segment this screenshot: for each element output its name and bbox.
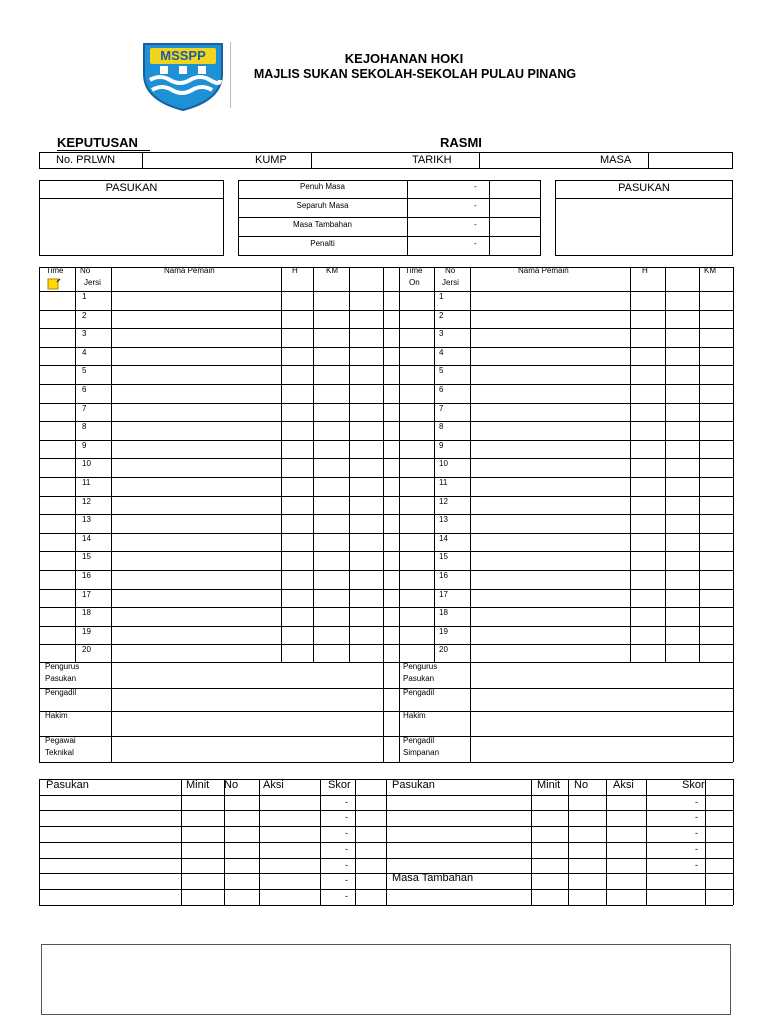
rule-line [39, 644, 733, 645]
rule-line [630, 267, 631, 662]
goals-right-pasukan-header: Pasukan [392, 779, 435, 791]
jersey-number-left: 15 [82, 552, 91, 561]
jersey-number-left: 14 [82, 534, 91, 543]
jersey-number-right: 1 [439, 292, 444, 301]
rule-line [313, 267, 314, 662]
page-title: KEJOHANAN HOKI [344, 51, 464, 66]
goals-left-minit-header: Minit [186, 779, 210, 791]
rule-line [355, 779, 356, 905]
official-label-right-line2: Pasukan [403, 674, 435, 683]
score-dash-right: - [695, 860, 698, 870]
jersey-number-left: 3 [82, 329, 87, 338]
jersey-number-right: 4 [439, 348, 444, 357]
rule-line [39, 291, 733, 292]
rule-line [383, 662, 384, 762]
rule-line [39, 496, 733, 497]
rule-line [39, 570, 733, 571]
tarikh-label: TARIKH [412, 154, 452, 166]
rule-line [39, 736, 733, 737]
left-km-header: KM [326, 266, 338, 275]
left-nama-header: Nama Pemain [164, 266, 215, 275]
rule-line [39, 421, 733, 422]
official-label-left: Pengadil [45, 688, 77, 697]
right-h-header: H [642, 266, 648, 275]
rule-line [470, 267, 471, 662]
rule-line [39, 711, 733, 712]
official-label-right: Pengurus [403, 662, 438, 671]
rule-line [383, 267, 384, 662]
right-nama-header: Nama Pemain [518, 266, 569, 275]
rule-line [39, 403, 733, 404]
rule-line [39, 626, 733, 627]
official-label-left-line2: Teknikal [45, 748, 74, 757]
jersey-number-left: 20 [82, 645, 91, 654]
official-label-right-line2: Simpanan [403, 748, 440, 757]
jersey-number-left: 8 [82, 422, 87, 431]
right-no-header: No [445, 266, 456, 275]
team-right-label: PASUKAN [618, 182, 670, 194]
jersey-number-right: 18 [439, 608, 448, 617]
pencil-icon [47, 277, 61, 289]
jersey-number-right: 3 [439, 329, 444, 338]
result-row-label: Penuh Masa [300, 182, 345, 191]
official-label-left: Pengurus [45, 662, 80, 671]
jersey-number-left: 4 [82, 348, 87, 357]
rule-line [39, 662, 40, 762]
score-dash-left: - [345, 812, 348, 822]
jersey-number-left: 1 [82, 292, 87, 301]
rule-line [224, 779, 225, 905]
rule-line [606, 779, 607, 905]
official-label-left: Hakim [45, 711, 68, 720]
rule-line [75, 267, 76, 662]
result-row-separator: - [474, 239, 477, 248]
jersey-number-right: 20 [439, 645, 448, 654]
score-dash-left: - [345, 860, 348, 870]
jersey-number-left: 16 [82, 571, 91, 580]
keputusan-underline [57, 150, 150, 151]
jersey-number-left: 18 [82, 608, 91, 617]
rule-line [705, 779, 706, 905]
right-on-header: On [409, 278, 420, 287]
jersey-number-left: 9 [82, 441, 87, 450]
jersey-number-right: 11 [439, 478, 448, 487]
rule-line [39, 905, 733, 906]
score-dash-left: - [345, 828, 348, 838]
goals-right-no-header: No [574, 779, 589, 791]
official-label-left: Pegawai [45, 736, 76, 745]
rule-line [531, 779, 532, 905]
jersey-number-left: 13 [82, 515, 91, 524]
rule-line [39, 477, 733, 478]
rule-line [39, 607, 733, 608]
result-row-separator: - [474, 201, 477, 210]
team-left-label: PASUKAN [105, 182, 158, 194]
goals-right-aksi-header: Aksi [613, 779, 634, 791]
rule-line [39, 662, 733, 663]
rule-line [646, 779, 647, 905]
result-row-label: Masa Tambahan [293, 220, 352, 229]
keputusan-label: KEPUTUSAN [57, 135, 138, 150]
rule-line [39, 533, 733, 534]
rule-line [259, 779, 260, 905]
jersey-number-right: 7 [439, 404, 444, 413]
result-row-separator: - [474, 182, 477, 191]
rule-line [39, 267, 733, 268]
jersey-number-right: 10 [439, 459, 448, 468]
goals-left-aksi-header: Aksi [263, 779, 284, 791]
jersey-number-right: 6 [439, 385, 444, 394]
rule-line [39, 440, 733, 441]
goals-right-minit-header: Minit [537, 779, 561, 791]
goals-right-skor-header: Skor [682, 779, 705, 791]
jersey-number-left: 5 [82, 366, 87, 375]
jersey-number-left: 11 [82, 478, 91, 487]
score-dash-left: - [345, 844, 348, 854]
logo-text: MSSPP [160, 48, 206, 63]
rasmi-label: RASMI [440, 135, 482, 150]
rule-line [568, 779, 569, 905]
masa-tambahan-label: Masa Tambahan [392, 872, 474, 884]
jersey-number-left: 7 [82, 404, 87, 413]
rule-line [39, 328, 733, 329]
score-dash-right: - [695, 828, 698, 838]
score-dash-right: - [695, 812, 698, 822]
rule-line [39, 762, 733, 763]
rule-line [349, 267, 350, 662]
rule-line [39, 310, 733, 311]
rule-line [181, 779, 182, 905]
left-jersi-header: Jersi [84, 278, 101, 287]
jersey-number-left: 19 [82, 627, 91, 636]
jersey-number-right: 17 [439, 590, 448, 599]
rule-line [39, 514, 733, 515]
rule-line [699, 267, 700, 662]
jersey-number-left: 10 [82, 459, 91, 468]
rule-line [434, 267, 435, 662]
result-row-separator: - [474, 220, 477, 229]
result-row-label: Penalti [310, 239, 335, 248]
left-no-header: No [80, 266, 91, 275]
score-dash-right: - [695, 797, 698, 807]
rule-line [386, 779, 387, 905]
jersey-number-right: 14 [439, 534, 448, 543]
right-jersi-header: Jersi [442, 278, 459, 287]
goals-left-pasukan-header: Pasukan [46, 779, 89, 791]
jersey-number-left: 2 [82, 311, 87, 320]
jersey-number-right: 12 [439, 497, 448, 506]
result-row-label: Separuh Masa [296, 201, 349, 210]
score-dash-left: - [345, 891, 348, 901]
score-dash-left: - [345, 875, 348, 885]
page-subtitle: MAJLIS SUKAN SEKOLAH-SEKOLAH PULAU PINANG [253, 67, 577, 81]
official-label-right: Hakim [403, 711, 426, 720]
jersey-number-right: 2 [439, 311, 444, 320]
rule-line [399, 662, 400, 762]
jersey-number-right: 16 [439, 571, 448, 580]
official-label-right: Pengadil [403, 688, 435, 697]
rule-line [39, 779, 40, 905]
right-km-header: KM [704, 266, 716, 275]
rule-line [733, 267, 734, 662]
rule-line [665, 267, 666, 662]
rule-line [39, 267, 40, 662]
rule-line [39, 589, 733, 590]
rule-line [39, 365, 733, 366]
kump-label: KUMP [255, 154, 287, 166]
rule-line [281, 267, 282, 662]
jersey-number-right: 13 [439, 515, 448, 524]
rule-line [111, 662, 112, 762]
jersey-number-left: 17 [82, 590, 91, 599]
rule-line [470, 662, 471, 762]
goals-left-no-header: No [224, 779, 239, 791]
rule-line [320, 779, 321, 905]
jersey-number-right: 19 [439, 627, 448, 636]
goals-left-skor-header: Skor [328, 779, 351, 791]
jersey-number-right: 5 [439, 366, 444, 375]
rule-line [39, 384, 733, 385]
rule-line [39, 347, 733, 348]
right-time-header: Time [405, 266, 423, 275]
left-time-header: Time [46, 266, 64, 275]
official-label-left-line2: Pasukan [45, 674, 77, 683]
left-h-header: H [292, 266, 298, 275]
rule-line [733, 779, 734, 905]
rule-line [399, 267, 400, 662]
jersey-number-left: 6 [82, 385, 87, 394]
rule-line [39, 688, 733, 689]
score-dash-right: - [695, 844, 698, 854]
rule-line [733, 662, 734, 762]
masa-label: MASA [600, 154, 632, 166]
jersey-number-right: 8 [439, 422, 444, 431]
remarks-box [41, 944, 731, 1015]
rule-line [39, 458, 733, 459]
jersey-number-right: 15 [439, 552, 448, 561]
rule-line [111, 267, 112, 662]
score-dash-left: - [345, 797, 348, 807]
rule-line [39, 551, 733, 552]
official-label-right: Pengadil [403, 736, 435, 745]
jersey-number-left: 12 [82, 497, 91, 506]
jersey-number-right: 9 [439, 441, 444, 450]
no-prlwn-label: No. PRLWN [56, 154, 116, 166]
